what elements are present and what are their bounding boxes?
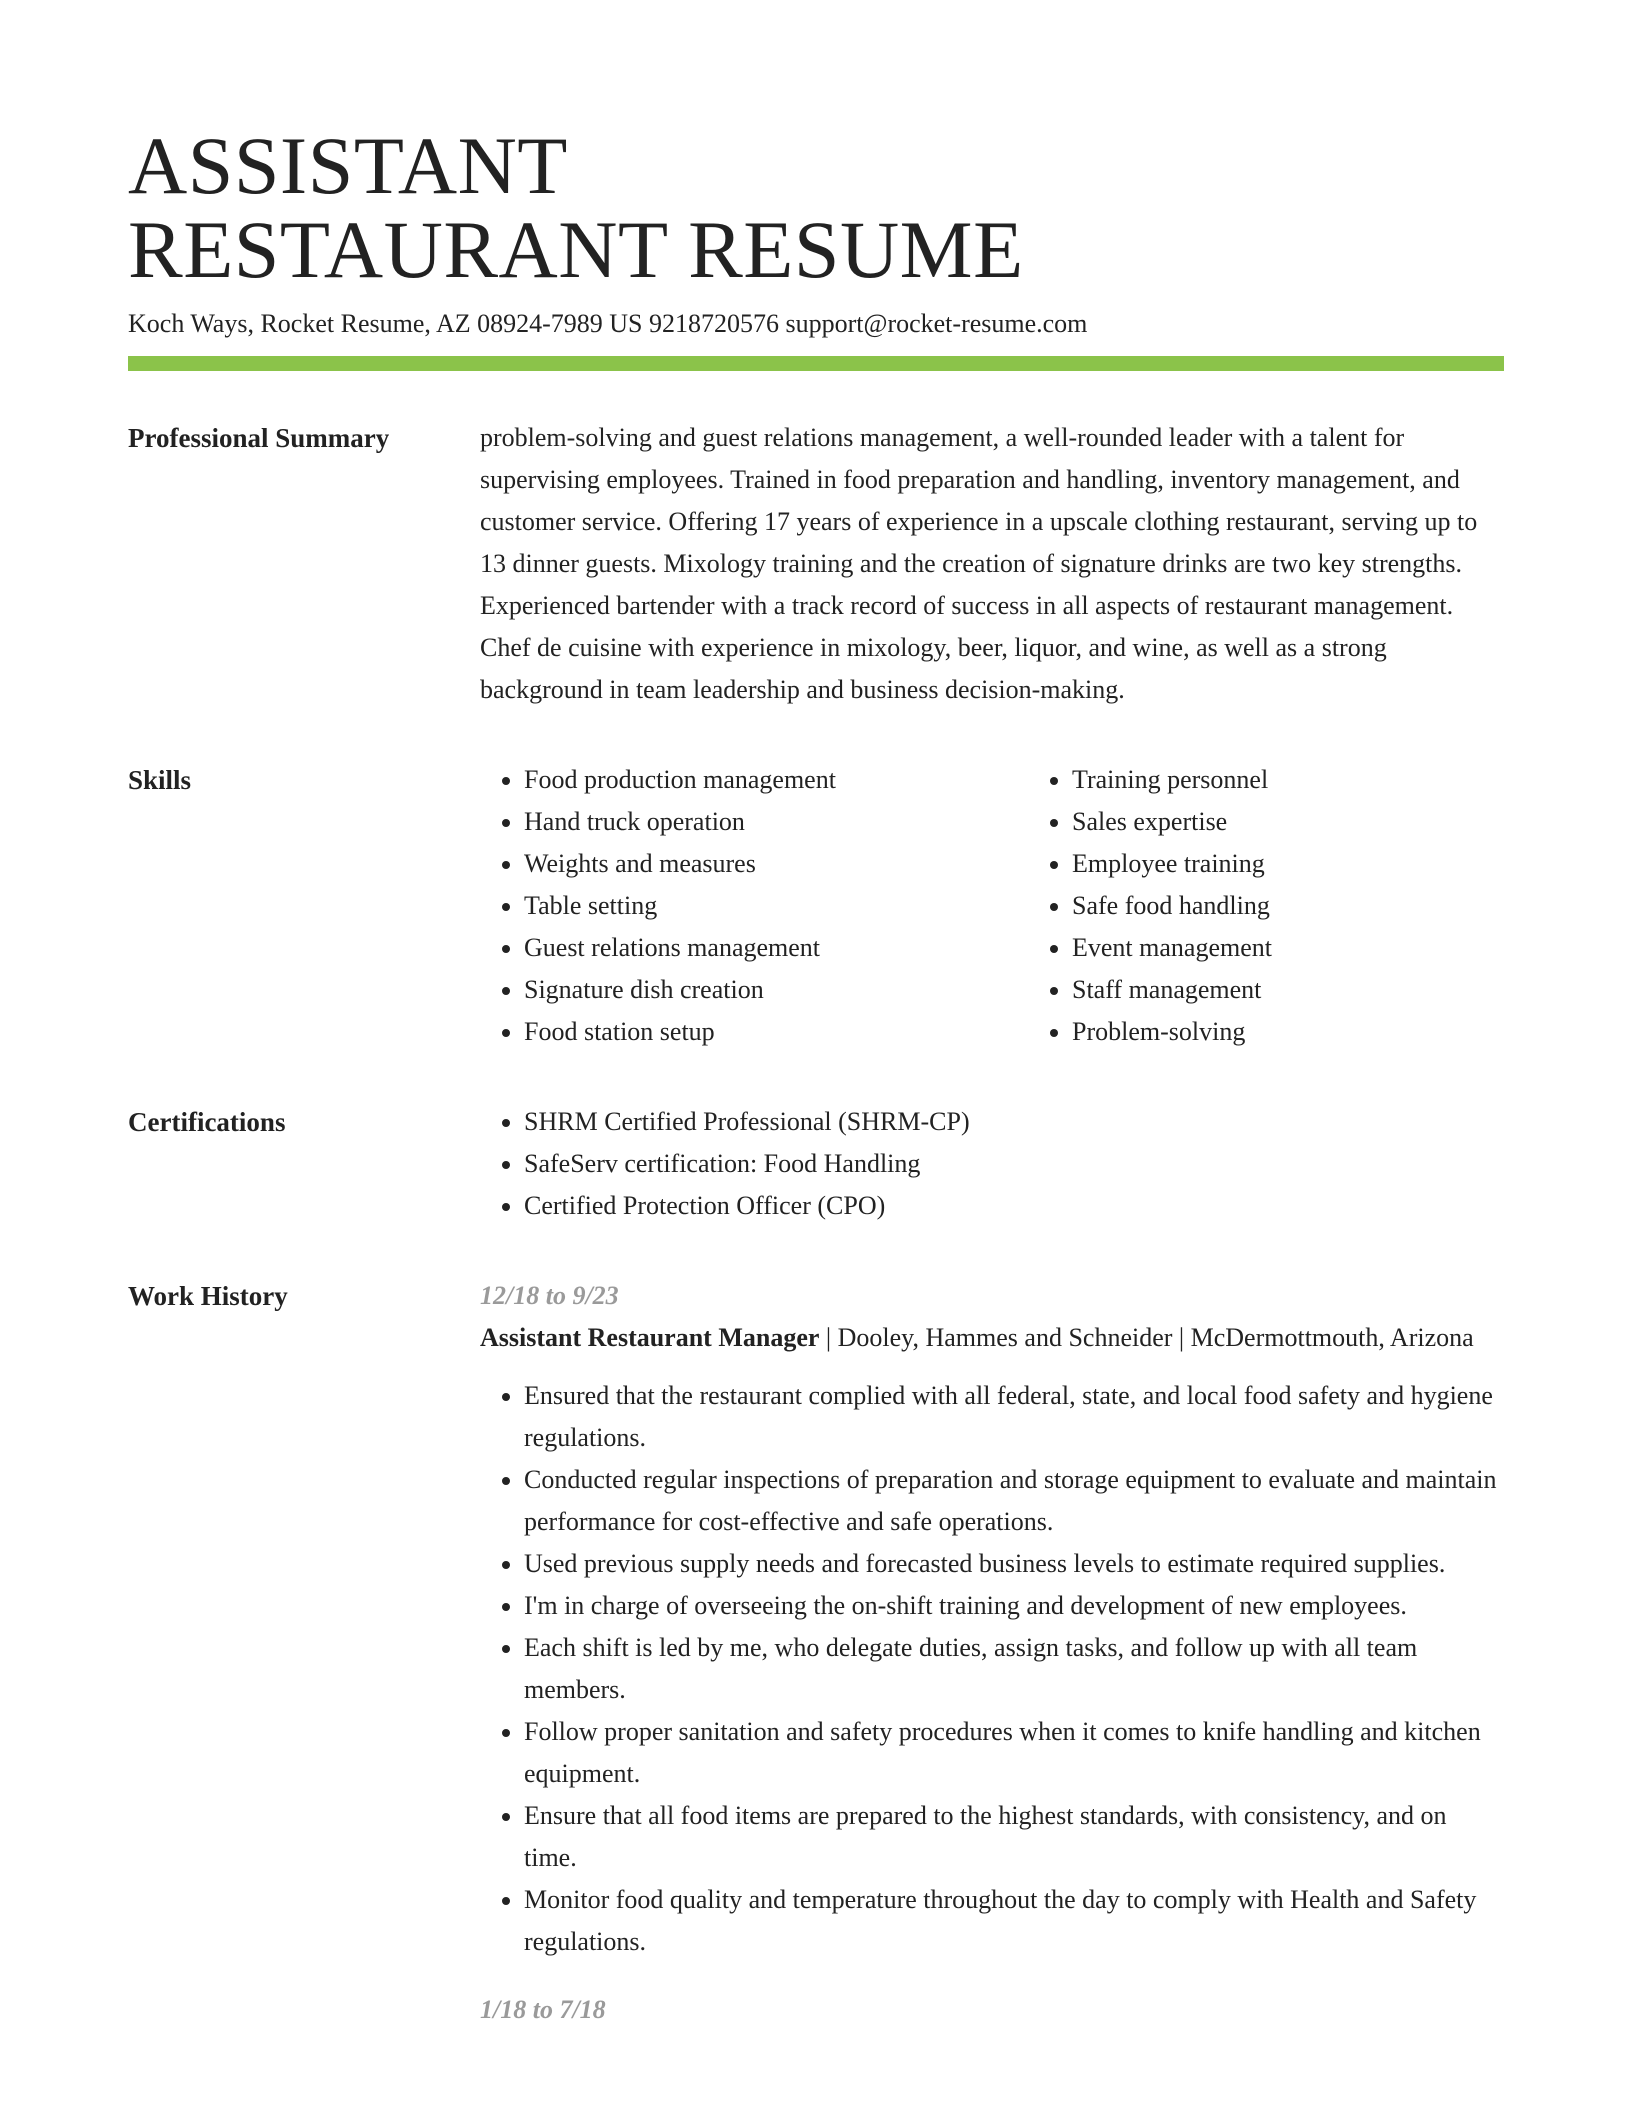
contact-email: support@rocket-resume.com [785, 309, 1088, 338]
job-bullet: • Each shift is led by me, who delegate duties, assign tasks, and follow up with all team members. [524, 1627, 1504, 1711]
resume-title [128, 120, 1504, 295]
skill-item: • Hand truck operation [524, 801, 1028, 843]
job-bullet: • Monitor food quality and temperature throughout the day to comply with Health and Safety regulations. [524, 1879, 1504, 1963]
work-history-section [128, 1281, 1504, 2031]
skill-item: • Table setting [524, 885, 1028, 927]
skills-section [128, 765, 1504, 1053]
job-bullet: • Ensure that all food items are prepared to the highest standards, with consistency, and on time. [524, 1795, 1504, 1879]
job-entry [480, 1275, 1504, 1963]
certifications-body [480, 1101, 1504, 1227]
contact-line [128, 306, 1504, 342]
certification-item: • Certified Protection Officer (CPO) [524, 1185, 1504, 1227]
resume-page [128, 120, 1504, 2031]
skill-item: • Food production management [524, 759, 1028, 801]
skill-item: • Staff management [1072, 969, 1272, 1011]
certification-item: • SHRM Certified Professional (SHRM-CP) [524, 1101, 1504, 1143]
job-company-location: | Dooley, Hammes and Schneider | McDermottmouth, Arizona [819, 1323, 1474, 1352]
skill-item: • Weights and measures [524, 843, 1028, 885]
job-bullet: • Follow proper sanitation and safety procedures when it comes to knife handling and kitchen equipment. [524, 1711, 1504, 1795]
job-entry [480, 1989, 1504, 2031]
skill-item: • Training personnel [1072, 759, 1272, 801]
skill-item: • Sales expertise [1072, 801, 1272, 843]
section-label-certifications: Certifications [128, 1107, 286, 1137]
section-label-skills: Skills [128, 765, 192, 795]
skills-grid [480, 759, 1504, 1053]
professional-summary-section [128, 423, 1504, 711]
skills-column-1 [480, 759, 1028, 1053]
job-dates: 1/18 to 7/18 [480, 1995, 606, 2024]
skill-item: • Employee training [1072, 843, 1272, 885]
job-title: Assistant Restaurant Manager [480, 1323, 820, 1352]
skill-item: • Guest relations management [524, 927, 1028, 969]
skill-item: • Event management [1072, 927, 1272, 969]
summary-body [480, 417, 1504, 711]
job-heading [480, 1317, 1504, 1359]
summary-text: problem-solving and guest relations management, a well-rounded leader with a talent for supervising employees. Trained in food preparation and handling, inventory management, and customer service. Offering 17 years of experience in a upscale clothing restaurant, serving up to 13 dinner guests. Mixology training and the creation of signature drinks are two key strengths. Experienced bartender with a track record of success in all aspects of restaurant management. Chef de cuisine with experience in mixology, beer, liquor, and wine, as well as a strong background in team leadership and business decision-making. [480, 423, 1478, 704]
contact-address: Koch Ways, Rocket Resume, AZ 08924-7989 US [128, 309, 643, 338]
job-bullet: • Conducted regular inspections of preparation and storage equipment to evaluate and maintain performance for cost-effective and safe operations. [524, 1459, 1504, 1543]
section-label-work-history: Work History [128, 1281, 288, 1311]
certification-item: • SafeServ certification: Food Handling [524, 1143, 1504, 1185]
contact-phone: 9218720576 [649, 309, 779, 338]
section-label-summary: Professional Summary [128, 423, 390, 453]
header-divider [128, 356, 1504, 371]
job-bullet: • Used previous supply needs and forecasted business levels to estimate required supplies. [524, 1543, 1504, 1585]
skill-item: • Problem-solving [1072, 1011, 1272, 1053]
skills-column-2 [1028, 759, 1272, 1053]
certifications-list [480, 1101, 1504, 1227]
resume-title-line-1: ASSISTANT [128, 120, 568, 211]
certifications-section [128, 1107, 1504, 1227]
resume-title-line-2: RESTAURANT RESUME [128, 204, 1024, 295]
job-dates: 12/18 to 9/23 [480, 1281, 619, 1310]
skill-item: • Food station setup [524, 1011, 1028, 1053]
skill-item: • Signature dish creation [524, 969, 1028, 1011]
work-history-body [480, 1275, 1504, 2031]
job-bullet: • I'm in charge of overseeing the on-shift training and development of new employees. [524, 1585, 1504, 1627]
job-bullet: • Ensured that the restaurant complied with all federal, state, and local food safety and hygiene regulations. [524, 1375, 1504, 1459]
skill-item: • Safe food handling [1072, 885, 1272, 927]
job-bullet-list [480, 1375, 1504, 1963]
